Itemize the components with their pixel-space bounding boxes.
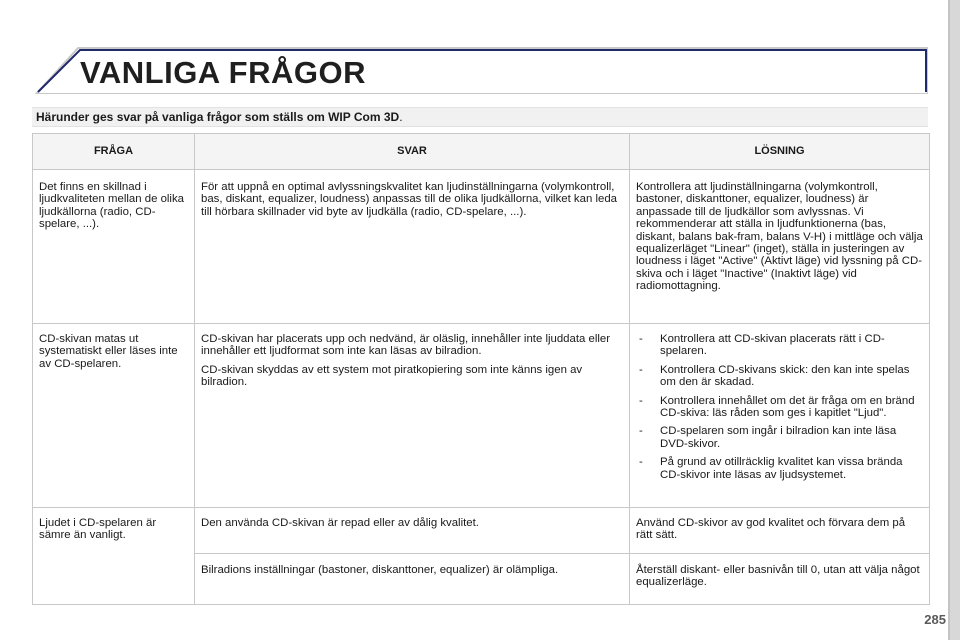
answer-text: För att uppnå en optimal avlyssningskvalitet kan ljudinställningarna (volymkontroll, bas, diskant, equalizer, loudness) anpassas till de olika ljudkällorna, vilket kan leda till hörbara skillnader vid byte av ljudkälla (radio, CD-spelare, ...). (201, 181, 617, 218)
bullet-dash: - (639, 456, 643, 469)
answer-text: CD-skivan skyddas av ett system mot piratkopiering som inte känns igen av bilradion. (201, 363, 583, 389)
answer-cell (195, 508, 630, 554)
intro-bar (32, 107, 928, 127)
question-cell: Det finns en skillnad i ljudkvaliteten mellan de olika ljudkällorna (radio, CD-spelare, ...). (33, 170, 195, 324)
bullet-dash: - (639, 425, 643, 438)
solution-list-item (636, 425, 923, 450)
solution-cell (630, 508, 930, 554)
answer-cell (195, 170, 630, 324)
table-row (33, 170, 930, 324)
solution-item-text: På grund av otillräcklig kvalitet kan vissa brända CD-skivor inte läsas av ljudsystemet. (660, 456, 903, 481)
solution-text: Använd CD-skivor av god kvalitet och förvara dem på rätt sätt. (636, 517, 906, 542)
answer-cell (195, 554, 630, 605)
table-row (33, 324, 930, 508)
table-header-row (33, 134, 930, 170)
header-answer: SVAR (195, 134, 630, 170)
header-solution: LÖSNING (630, 134, 930, 170)
answer-cell (195, 324, 630, 508)
faq-table (32, 133, 930, 605)
bullet-dash: - (639, 333, 643, 345)
solution-item-text: Kontrollera innehållet om det är fråga om en bränd CD-skiva: läs råden som ges i kapitlet "Ljud". (660, 394, 915, 420)
intro-sentence: Härunder ges svar på vanliga frågor som ställs om WIP Com 3D (36, 110, 400, 124)
page-title: VANLIGA FRÅGOR (80, 55, 366, 90)
solution-item-text: Kontrollera CD-skivans skick: den kan inte spelas om den är skadad. (660, 363, 910, 389)
answer-text: CD-skivan har placerats upp och nedvänd, är oläslig, innehåller inte ljuddata eller innehåller ett ljudformat som inte kan läsas av bilradion. (201, 333, 611, 358)
answer-text: Bilradions inställningar (bastoner, diskanttoner, equalizer) är olämpliga. (201, 564, 559, 576)
solution-list-item (636, 333, 923, 358)
intro-text (36, 110, 403, 124)
solution-list-item (636, 395, 923, 420)
bullet-dash: - (639, 363, 643, 376)
solution-list-item (636, 456, 923, 481)
question-cell (33, 554, 195, 605)
solution-text: Kontrollera att ljudinställningarna (volymkontroll, bastoner, diskanttoner, equalizer, loudness) är anpassade till de ljudkällor som avlyssnas. Vi rekommenderar att ställa in ljudfunktionerna (bas, diskant, balans bak-fram, balans V-H) i mittläge och välja equalizerläget "Linear" (inget), ställa in justeringen av loudness i läget "Active" (Aktivt läge) vid lyssning på CD-skiva och i läget "Inactive" (Inaktivt läge) vid radiomottagning. (636, 181, 923, 293)
page-edge-strip (948, 0, 960, 640)
solution-item-text: CD-spelaren som ingår i bilradion kan inte läsa DVD-skivor. (660, 425, 897, 450)
solution-list-item (636, 364, 923, 389)
solution-item-text: Kontrollera att CD-skivan placerats rätt i CD-spelaren. (660, 333, 885, 358)
solution-text: Återställ diskant- eller basnivån till 0, utan att välja något equalizerläge. (636, 564, 920, 589)
page-number: 285 (924, 612, 946, 627)
intro-period: . (399, 110, 403, 124)
solution-cell (630, 170, 930, 324)
table-row (33, 508, 930, 554)
solution-cell (630, 554, 930, 605)
header-question: FRÅGA (33, 134, 195, 170)
solution-cell (630, 324, 930, 508)
bullet-dash: - (639, 394, 643, 407)
answer-text: Den använda CD-skivan är repad eller av dålig kvalitet. (201, 517, 479, 529)
question-cell: CD-skivan matas ut systematiskt eller läses inte av CD-spelaren. (33, 324, 195, 508)
table-row (33, 554, 930, 605)
question-cell: Ljudet i CD-spelaren är sämre än vanligt. (33, 508, 195, 554)
